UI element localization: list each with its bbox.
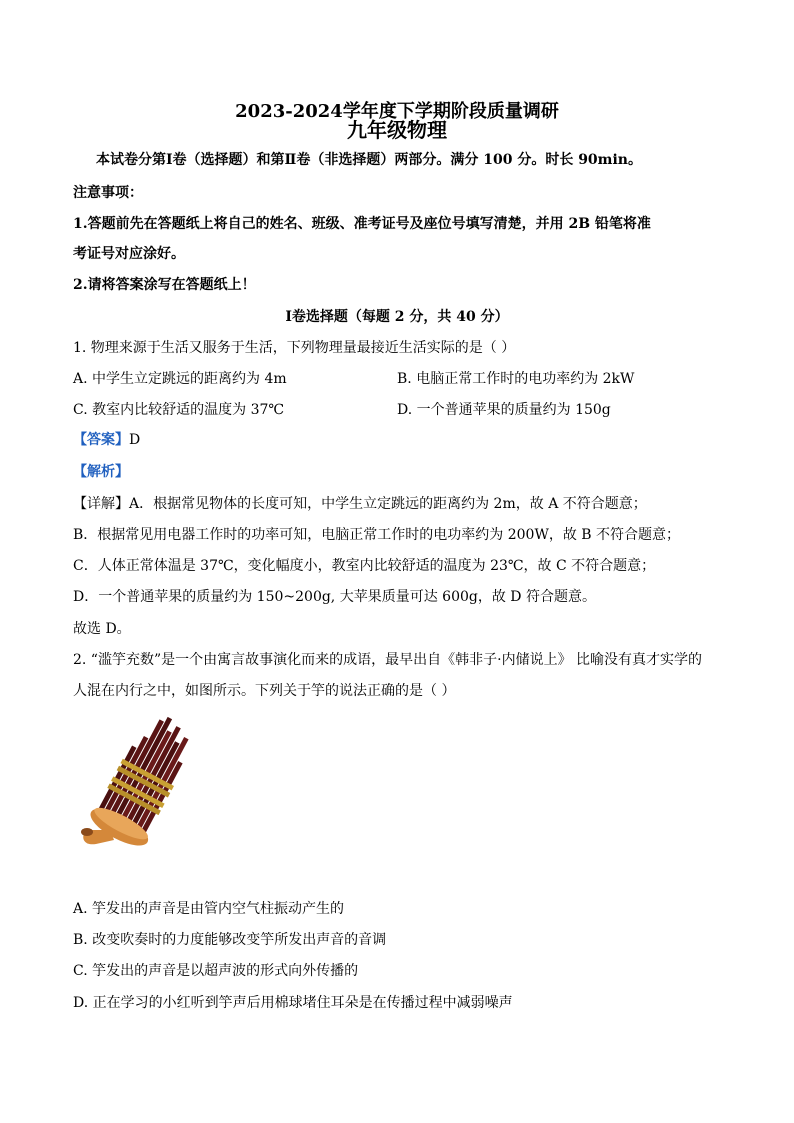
- yu-instrument-image: [74, 712, 214, 862]
- q2-option-a: A. 竽发出的声音是由管内空气柱振动产生的: [73, 901, 345, 917]
- q1-stem: 1. 物理来源于生活又服务于生活，下列物理量最接近生活实际的是（ ）: [73, 340, 516, 356]
- exam-title: 2023-2024学年度下学期阶段质量调研: [235, 101, 559, 122]
- section-title: Ⅰ卷选择题（每题 2 分，共 40 分）: [285, 309, 509, 325]
- detail-tag: 【详解】: [73, 496, 129, 512]
- q1-option-c: C. 教室内比较舒适的温度为 37℃: [73, 402, 285, 418]
- answer-value: D: [129, 432, 141, 448]
- detail-text-a: A．根据常见物体的长度可知，中学生立定跳远的距离约为 2m，故 A 不符合题意；: [129, 496, 647, 512]
- q1-option-b: B. 电脑正常工作时的电功率约为 2kW: [397, 371, 635, 387]
- q1-detail-d: D．一个普通苹果的质量约为 150~200g, 大苹果质量可达 600g，故 D 符合题意。: [73, 589, 596, 605]
- notice-item-2: 2.请将答案涂写在答题纸上！: [73, 277, 256, 293]
- q2-stem-a: 2. “滥竽充数”是一个由寓言故事演化而来的成语，最早出自《韩非子·内储说上》 比喻没有真才实学的: [73, 652, 703, 668]
- answer-tag: 【答案】: [73, 432, 129, 448]
- q1-conclusion: 故选 D。: [73, 621, 131, 637]
- q1-detail-a: [73, 494, 647, 514]
- q1-answer: [73, 430, 140, 450]
- q2-option-c: C. 竽发出的声音是以超声波的形式向外传播的: [73, 963, 359, 979]
- notice-heading: 注意事项：: [73, 185, 143, 201]
- q1-detail-c: C．人体正常体温是 37℃，变化幅度小，教室内比较舒适的温度为 23℃，故 C 不符合题意；: [73, 558, 656, 574]
- notice-item-1a: 1.答题前先在答题纸上将自己的姓名、班级、准考证号及座位号填写清楚，并用 2B 铅笔将准: [73, 216, 651, 232]
- analysis-tag: 【解析】: [73, 464, 129, 480]
- q2-stem-b: 人混在内行之中，如图所示。下列关于竽的说法正确的是（ ）: [73, 683, 456, 699]
- exam-subject: 九年级物理: [347, 118, 447, 142]
- q2-option-b: B. 改变吹奏时的力度能够改变竽所发出声音的音调: [73, 932, 387, 948]
- q1-option-a: A. 中学生立定跳远的距离约为 4m: [73, 371, 287, 387]
- q2-option-d: D. 正在学习的小红听到竽声后用棉球堵住耳朵是在传播过程中减弱噪声: [73, 995, 513, 1011]
- q1-detail-b: B．根据常见用电器工作时的功率可知，电脑正常工作时的电功率约为 200W，故 B 不符合题意；: [73, 527, 681, 543]
- intro-line: 本试卷分第Ⅰ卷（选择题）和第Ⅱ卷（非选择题）两部分。满分 100 分。时长 90min。: [96, 152, 642, 168]
- notice-item-1b: 考证号对应涂好。: [73, 246, 185, 262]
- q1-option-d: D. 一个普通苹果的质量约为 150g: [397, 402, 611, 418]
